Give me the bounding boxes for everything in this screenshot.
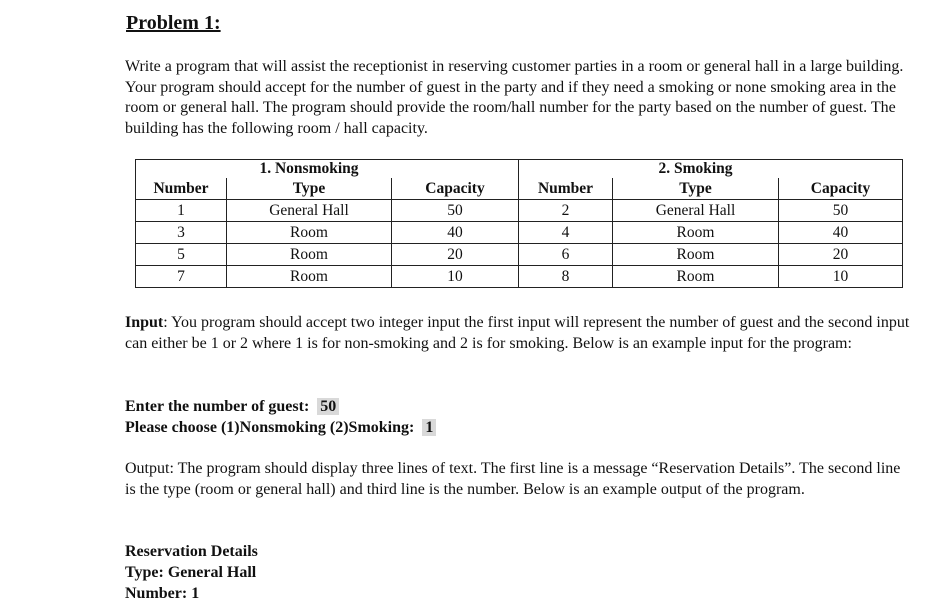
table-cell: 6: [519, 244, 613, 266]
guest-value: 50: [317, 398, 339, 415]
table-cell: 7: [136, 266, 227, 288]
table-cell: 50: [779, 200, 903, 222]
sample-output-line-1: Reservation Details: [125, 543, 258, 560]
smoking-group-label: 2. Smoking: [613, 160, 779, 179]
table-cell: Room: [227, 244, 392, 266]
table-cell: Room: [227, 266, 392, 288]
input-paragraph: [125, 313, 915, 354]
table-cell: 10: [392, 266, 519, 288]
table-cell: Room: [613, 244, 779, 266]
smoking-value: 1: [422, 419, 436, 436]
nonsmoking-group-label: 1. Nonsmoking: [227, 160, 392, 179]
table-cell: 4: [519, 222, 613, 244]
table-cell: Room: [613, 266, 779, 288]
table-cell: 1: [136, 200, 227, 222]
table-cell: 40: [392, 222, 519, 244]
intro-paragraph: Write a program that will assist the receptionist in reserving customer parties in a room or general hall in a large building. Your program should accept for the number of guest in the party and if they need a smoking or none smoking area in the room or general hall. The program should provide the room/hall number for the party based on the number of guest. The building has the following room / hall capacity.: [125, 58, 904, 137]
guest-prompt: Enter the number of guest:: [125, 398, 310, 415]
table-row: [136, 266, 903, 288]
input-text: : You program should accept two integer input the first input will represent the number of guest and the second input can either be 1 or 2 where 1 is for non-smoking and 2 is for smoking. Below is an example input for the program:: [125, 314, 910, 352]
table-cell: 2: [519, 200, 613, 222]
table-cell: General Hall: [227, 200, 392, 222]
column-header: Capacity: [779, 178, 903, 200]
column-header: Number: [136, 178, 227, 200]
column-header-row: [136, 178, 903, 200]
column-header: Type: [227, 178, 392, 200]
table-cell: Room: [613, 222, 779, 244]
column-header: Type: [613, 178, 779, 200]
column-header: Capacity: [392, 178, 519, 200]
table-row: [136, 244, 903, 266]
table-row: [136, 222, 903, 244]
group-header-row: [136, 160, 903, 179]
output-paragraph: Output: The program should display three lines of text. The first line is a message “Reservation Details”. The second line is the type (room or general hall) and third line is the number. Below is an example output of the program.: [125, 460, 901, 498]
table-cell: 50: [392, 200, 519, 222]
sample-output-line-2: Type: General Hall: [125, 564, 257, 581]
input-label: Input: [125, 314, 164, 331]
table-cell: General Hall: [613, 200, 779, 222]
smoking-prompt: Please choose (1)Nonsmoking (2)Smoking:: [125, 419, 415, 436]
table-cell: 3: [136, 222, 227, 244]
table-cell: 20: [392, 244, 519, 266]
table-cell: 10: [779, 266, 903, 288]
table-cell: 5: [136, 244, 227, 266]
sample-input-line-1: [125, 396, 339, 417]
sample-input-line-2: [125, 417, 436, 438]
problem-title: Problem 1:: [126, 12, 221, 34]
column-header: Number: [519, 178, 613, 200]
sample-output-line-3: Number: 1: [125, 585, 200, 602]
table-cell: 20: [779, 244, 903, 266]
table-cell: Room: [227, 222, 392, 244]
table-cell: 8: [519, 266, 613, 288]
table-row: [136, 200, 903, 222]
capacity-table: [135, 159, 903, 288]
table-cell: 40: [779, 222, 903, 244]
